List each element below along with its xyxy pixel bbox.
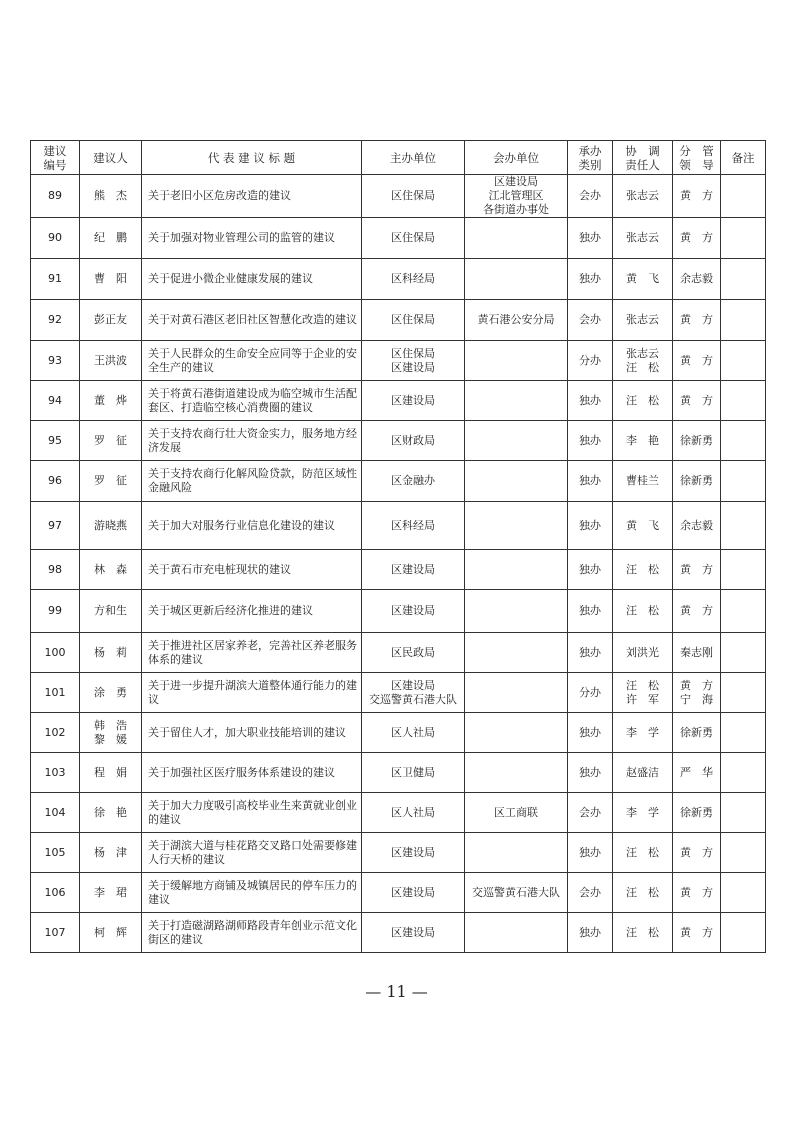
row-note — [721, 175, 766, 218]
row-proposer: 李 珺 — [80, 873, 142, 913]
row-id: 96 — [31, 461, 80, 502]
row-type: 独办 — [568, 550, 613, 590]
table-row — [31, 381, 766, 421]
row-note — [721, 461, 766, 502]
table-row — [31, 713, 766, 753]
row-leader: 黄 方 — [673, 873, 721, 913]
row-coordinator: 汪 松 — [613, 590, 673, 633]
row-type: 分办 — [568, 341, 613, 381]
header-co-unit: 会办单位 — [465, 141, 568, 175]
table-row — [31, 673, 766, 713]
row-coordinator: 张志云 — [613, 175, 673, 218]
table-row — [31, 461, 766, 502]
row-type: 会办 — [568, 300, 613, 341]
row-title: 关于湖滨大道与桂花路交叉路口处需要修建人行天桥的建议 — [142, 833, 362, 873]
row-lead-unit: 区民政局 — [362, 633, 465, 673]
row-co-unit — [465, 713, 568, 753]
row-id: 97 — [31, 502, 80, 550]
row-co-unit — [465, 341, 568, 381]
row-proposer: 罗 征 — [80, 461, 142, 502]
row-coordinator: 李 学 — [613, 713, 673, 753]
row-coordinator: 张志云 汪 松 — [613, 341, 673, 381]
row-co-unit — [465, 590, 568, 633]
row-note — [721, 300, 766, 341]
row-title: 关于城区更新后经济化推进的建议 — [142, 590, 362, 633]
row-id: 102 — [31, 713, 80, 753]
row-title: 关于推进社区居家养老，完善社区养老服务体系的建议 — [142, 633, 362, 673]
row-coordinator: 汪 松 — [613, 550, 673, 590]
table-row — [31, 300, 766, 341]
row-proposer: 王洪波 — [80, 341, 142, 381]
row-coordinator: 李 艳 — [613, 421, 673, 461]
row-id: 106 — [31, 873, 80, 913]
row-co-unit — [465, 753, 568, 793]
row-type: 会办 — [568, 793, 613, 833]
row-lead-unit: 区住保局 — [362, 175, 465, 218]
proposal-table — [30, 140, 766, 953]
row-coordinator: 黄 飞 — [613, 259, 673, 300]
row-co-unit — [465, 381, 568, 421]
row-lead-unit: 区财政局 — [362, 421, 465, 461]
row-type: 独办 — [568, 218, 613, 259]
row-co-unit — [465, 259, 568, 300]
row-leader: 黄 方 — [673, 175, 721, 218]
row-note — [721, 341, 766, 381]
row-lead-unit: 区卫健局 — [362, 753, 465, 793]
row-coordinator: 汪 松 — [613, 381, 673, 421]
row-leader: 余志毅 — [673, 259, 721, 300]
row-title: 关于对黄石港区老旧社区智慧化改造的建议 — [142, 300, 362, 341]
header-proposer: 建议人 — [80, 141, 142, 175]
row-leader: 秦志刚 — [673, 633, 721, 673]
row-title: 关于人民群众的生命安全应同等于企业的安全生产的建议 — [142, 341, 362, 381]
row-title: 关于加强社区医疗服务体系建设的建议 — [142, 753, 362, 793]
row-note — [721, 381, 766, 421]
header-title: 代 表 建 议 标 题 — [142, 141, 362, 175]
row-title: 关于缓解地方商铺及城镇居民的停车压力的建议 — [142, 873, 362, 913]
row-co-unit — [465, 218, 568, 259]
row-type: 分办 — [568, 673, 613, 713]
row-co-unit — [465, 913, 568, 953]
table-row — [31, 913, 766, 953]
row-id: 89 — [31, 175, 80, 218]
row-leader: 徐新勇 — [673, 461, 721, 502]
row-leader: 黄 方 — [673, 550, 721, 590]
row-id: 104 — [31, 793, 80, 833]
row-co-unit: 黄石港公安分局 — [465, 300, 568, 341]
row-lead-unit: 区金融办 — [362, 461, 465, 502]
row-leader: 黄 方 — [673, 833, 721, 873]
row-id: 103 — [31, 753, 80, 793]
row-co-unit — [465, 502, 568, 550]
row-coordinator: 汪 松 — [613, 833, 673, 873]
header-leader: 分 管 领 导 — [673, 141, 721, 175]
row-proposer: 方和生 — [80, 590, 142, 633]
row-co-unit — [465, 633, 568, 673]
row-proposer: 程 娟 — [80, 753, 142, 793]
row-proposer: 韩 浩 黎 媛 — [80, 713, 142, 753]
row-co-unit — [465, 833, 568, 873]
header-coordinator: 协 调 责任人 — [613, 141, 673, 175]
row-id: 99 — [31, 590, 80, 633]
row-title: 关于进一步提升湖滨大道整体通行能力的建议 — [142, 673, 362, 713]
row-coordinator: 赵盛洁 — [613, 753, 673, 793]
row-type: 独办 — [568, 913, 613, 953]
table-header-row — [31, 141, 766, 175]
row-coordinator: 汪 松 — [613, 913, 673, 953]
row-note — [721, 218, 766, 259]
row-id: 107 — [31, 913, 80, 953]
row-title: 关于将黄石港街道建设成为临空城市生活配套区、打造临空核心消费圈的建议 — [142, 381, 362, 421]
row-leader: 黄 方 — [673, 381, 721, 421]
row-leader: 余志毅 — [673, 502, 721, 550]
row-co-unit: 区工商联 — [465, 793, 568, 833]
row-co-unit — [465, 461, 568, 502]
row-lead-unit: 区人社局 — [362, 713, 465, 753]
row-lead-unit: 区住保局 — [362, 218, 465, 259]
row-title: 关于老旧小区危房改造的建议 — [142, 175, 362, 218]
row-id: 98 — [31, 550, 80, 590]
row-lead-unit: 区建设局 — [362, 913, 465, 953]
row-proposer: 曹 阳 — [80, 259, 142, 300]
row-lead-unit: 区科经局 — [362, 259, 465, 300]
row-type: 会办 — [568, 873, 613, 913]
row-lead-unit: 区建设局 — [362, 381, 465, 421]
row-id: 101 — [31, 673, 80, 713]
page-number: — 11 — — [365, 982, 428, 1001]
row-title: 关于打造磁湖路湖师路段青年创业示范文化街区的建议 — [142, 913, 362, 953]
row-note — [721, 421, 766, 461]
row-id: 93 — [31, 341, 80, 381]
header-type: 承办 类别 — [568, 141, 613, 175]
row-id: 90 — [31, 218, 80, 259]
table-body — [31, 175, 766, 953]
row-type: 会办 — [568, 175, 613, 218]
table-row — [31, 341, 766, 381]
row-type: 独办 — [568, 753, 613, 793]
table-row — [31, 218, 766, 259]
row-proposer: 柯 辉 — [80, 913, 142, 953]
row-id: 92 — [31, 300, 80, 341]
row-note — [721, 793, 766, 833]
row-note — [721, 833, 766, 873]
row-note — [721, 713, 766, 753]
row-note — [721, 550, 766, 590]
row-title: 关于加大力度吸引高校毕业生来黄就业创业的建议 — [142, 793, 362, 833]
row-coordinator: 汪 松 许 军 — [613, 673, 673, 713]
table-row — [31, 633, 766, 673]
header-lead-unit: 主办单位 — [362, 141, 465, 175]
table-row — [31, 502, 766, 550]
table-row — [31, 590, 766, 633]
row-co-unit: 区建设局 江北管理区 各街道办事处 — [465, 175, 568, 218]
row-proposer: 杨 莉 — [80, 633, 142, 673]
row-type: 独办 — [568, 259, 613, 300]
row-lead-unit: 区建设局 交巡警黄石港大队 — [362, 673, 465, 713]
header-id: 建议 编号 — [31, 141, 80, 175]
row-lead-unit: 区建设局 — [362, 550, 465, 590]
row-proposer: 罗 征 — [80, 421, 142, 461]
row-lead-unit: 区建设局 — [362, 833, 465, 873]
row-lead-unit: 区住保局 — [362, 300, 465, 341]
row-leader: 黄 方 — [673, 913, 721, 953]
table-row — [31, 753, 766, 793]
row-note — [721, 913, 766, 953]
row-id: 100 — [31, 633, 80, 673]
row-co-unit — [465, 673, 568, 713]
row-title: 关于支持农商行化解风险贷款，防范区域性金融风险 — [142, 461, 362, 502]
row-type: 独办 — [568, 713, 613, 753]
row-note — [721, 673, 766, 713]
row-coordinator: 李 学 — [613, 793, 673, 833]
header-note: 备注 — [721, 141, 766, 175]
row-leader: 黄 方 — [673, 341, 721, 381]
row-lead-unit: 区建设局 — [362, 590, 465, 633]
row-coordinator: 曹桂兰 — [613, 461, 673, 502]
row-title: 关于留住人才，加大职业技能培训的建议 — [142, 713, 362, 753]
row-leader: 徐新勇 — [673, 421, 721, 461]
table-row — [31, 793, 766, 833]
table-row — [31, 550, 766, 590]
row-title: 关于促进小微企业健康发展的建议 — [142, 259, 362, 300]
row-type: 独办 — [568, 633, 613, 673]
row-lead-unit: 区科经局 — [362, 502, 465, 550]
row-leader: 徐新勇 — [673, 793, 721, 833]
row-coordinator: 汪 松 — [613, 873, 673, 913]
row-type: 独办 — [568, 590, 613, 633]
row-title: 关于加大对服务行业信息化建设的建议 — [142, 502, 362, 550]
row-leader: 黄 方 宁 海 — [673, 673, 721, 713]
row-type: 独办 — [568, 421, 613, 461]
row-lead-unit: 区住保局 区建设局 — [362, 341, 465, 381]
row-lead-unit: 区人社局 — [362, 793, 465, 833]
row-note — [721, 753, 766, 793]
row-note — [721, 502, 766, 550]
row-proposer: 纪 鹏 — [80, 218, 142, 259]
row-leader: 黄 方 — [673, 590, 721, 633]
row-id: 95 — [31, 421, 80, 461]
row-coordinator: 黄 飞 — [613, 502, 673, 550]
row-note — [721, 633, 766, 673]
row-proposer: 林 森 — [80, 550, 142, 590]
row-leader: 黄 方 — [673, 300, 721, 341]
row-proposer: 彭正友 — [80, 300, 142, 341]
row-id: 105 — [31, 833, 80, 873]
row-title: 关于支持农商行壮大资金实力，服务地方经济发展 — [142, 421, 362, 461]
row-proposer: 涂 勇 — [80, 673, 142, 713]
row-note — [721, 259, 766, 300]
row-leader: 黄 方 — [673, 218, 721, 259]
row-proposer: 董 烨 — [80, 381, 142, 421]
row-title: 关于黄石市充电桩现状的建议 — [142, 550, 362, 590]
row-co-unit — [465, 550, 568, 590]
table-row — [31, 259, 766, 300]
row-leader: 徐新勇 — [673, 713, 721, 753]
row-proposer: 游晓燕 — [80, 502, 142, 550]
row-type: 独办 — [568, 461, 613, 502]
row-type: 独办 — [568, 833, 613, 873]
row-id: 94 — [31, 381, 80, 421]
table-row — [31, 833, 766, 873]
table-row — [31, 421, 766, 461]
row-coordinator: 张志云 — [613, 218, 673, 259]
row-proposer: 杨 津 — [80, 833, 142, 873]
row-note — [721, 590, 766, 633]
row-note — [721, 873, 766, 913]
row-proposer: 徐 艳 — [80, 793, 142, 833]
row-leader: 严 华 — [673, 753, 721, 793]
row-title: 关于加强对物业管理公司的监管的建议 — [142, 218, 362, 259]
row-proposer: 熊 杰 — [80, 175, 142, 218]
table-row — [31, 873, 766, 913]
table-row — [31, 175, 766, 218]
row-co-unit: 交巡警黄石港大队 — [465, 873, 568, 913]
row-type: 独办 — [568, 502, 613, 550]
row-id: 91 — [31, 259, 80, 300]
row-coordinator: 刘洪光 — [613, 633, 673, 673]
row-type: 独办 — [568, 381, 613, 421]
row-lead-unit: 区建设局 — [362, 873, 465, 913]
row-co-unit — [465, 421, 568, 461]
row-coordinator: 张志云 — [613, 300, 673, 341]
